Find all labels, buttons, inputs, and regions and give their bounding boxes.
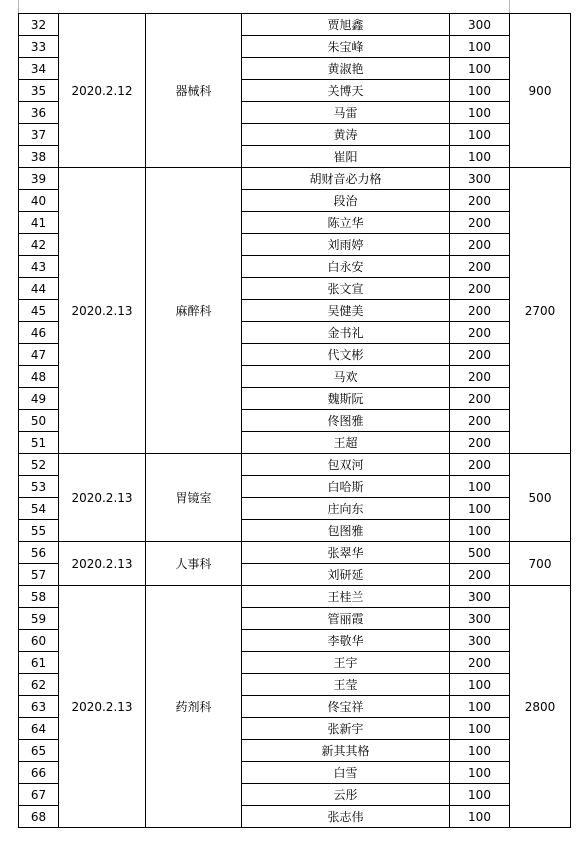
row-number: 50	[19, 410, 59, 432]
donor-name: 魏斯阮	[242, 388, 450, 410]
donation-amount: 200	[450, 432, 510, 454]
donation-amount: 300	[450, 608, 510, 630]
donor-name: 张新宇	[242, 718, 450, 740]
row-number: 37	[19, 124, 59, 146]
donor-name: 李敬华	[242, 630, 450, 652]
department-total: 900	[510, 14, 571, 168]
department-total: 2700	[510, 168, 571, 454]
donor-name: 佟宝祥	[242, 696, 450, 718]
donation-amount: 300	[450, 168, 510, 190]
table-row	[19, 586, 571, 608]
row-number: 51	[19, 432, 59, 454]
table-row	[19, 454, 571, 476]
row-number: 48	[19, 366, 59, 388]
donor-name: 贾旭鑫	[242, 14, 450, 36]
donor-name: 刘雨婷	[242, 234, 450, 256]
donation-amount: 200	[450, 366, 510, 388]
donor-name: 张翠华	[242, 542, 450, 564]
donor-name: 白哈斯	[242, 476, 450, 498]
date-cell: 2020.2.13	[59, 542, 146, 586]
donor-name: 包双河	[242, 454, 450, 476]
donor-name: 王桂兰	[242, 586, 450, 608]
donation-amount: 200	[450, 388, 510, 410]
page-guide-right	[509, 0, 510, 14]
department-cell: 药剂科	[146, 586, 242, 828]
department-cell: 人事科	[146, 542, 242, 586]
donation-amount: 100	[450, 740, 510, 762]
donation-amount: 200	[450, 256, 510, 278]
row-number: 49	[19, 388, 59, 410]
row-number: 60	[19, 630, 59, 652]
table-row	[19, 168, 571, 190]
donation-amount: 200	[450, 564, 510, 586]
donor-name: 马欢	[242, 366, 450, 388]
donation-amount: 200	[450, 190, 510, 212]
donation-amount: 300	[450, 586, 510, 608]
department-cell: 器械科	[146, 14, 242, 168]
date-cell: 2020.2.13	[59, 454, 146, 542]
donor-name: 王宇	[242, 652, 450, 674]
donor-name: 段治	[242, 190, 450, 212]
row-number: 35	[19, 80, 59, 102]
row-number: 38	[19, 146, 59, 168]
donation-amount: 100	[450, 806, 510, 828]
donor-name: 白永安	[242, 256, 450, 278]
row-number: 46	[19, 322, 59, 344]
row-number: 55	[19, 520, 59, 542]
row-number: 47	[19, 344, 59, 366]
department-cell: 麻醉科	[146, 168, 242, 454]
donation-amount: 200	[450, 212, 510, 234]
row-number: 42	[19, 234, 59, 256]
donor-name: 黄淑艳	[242, 58, 450, 80]
donation-amount: 100	[450, 674, 510, 696]
row-number: 44	[19, 278, 59, 300]
donor-name: 佟图雅	[242, 410, 450, 432]
donor-name: 崔阳	[242, 146, 450, 168]
donation-amount: 100	[450, 36, 510, 58]
donor-name: 吴健美	[242, 300, 450, 322]
donor-name: 关博天	[242, 80, 450, 102]
row-number: 43	[19, 256, 59, 278]
donation-amount: 100	[450, 476, 510, 498]
donor-name: 王超	[242, 432, 450, 454]
donation-amount: 100	[450, 498, 510, 520]
donor-name: 胡财音必力格	[242, 168, 450, 190]
row-number: 54	[19, 498, 59, 520]
donor-name: 陈立华	[242, 212, 450, 234]
donation-amount: 500	[450, 542, 510, 564]
row-number: 63	[19, 696, 59, 718]
department-total: 2800	[510, 586, 571, 828]
row-number: 68	[19, 806, 59, 828]
date-cell: 2020.2.13	[59, 168, 146, 454]
row-number: 41	[19, 212, 59, 234]
donation-amount: 200	[450, 344, 510, 366]
donor-name: 马雷	[242, 102, 450, 124]
donor-name: 刘研延	[242, 564, 450, 586]
donor-name: 包图雅	[242, 520, 450, 542]
row-number: 34	[19, 58, 59, 80]
donor-name: 张文宣	[242, 278, 450, 300]
donation-amount: 100	[450, 146, 510, 168]
donation-amount: 200	[450, 454, 510, 476]
table-row	[19, 542, 571, 564]
row-number: 32	[19, 14, 59, 36]
row-number: 33	[19, 36, 59, 58]
donation-amount: 100	[450, 718, 510, 740]
donation-amount: 100	[450, 696, 510, 718]
row-number: 45	[19, 300, 59, 322]
donor-name: 庄向东	[242, 498, 450, 520]
donation-amount: 100	[450, 102, 510, 124]
donation-amount: 300	[450, 630, 510, 652]
row-number: 52	[19, 454, 59, 476]
row-number: 59	[19, 608, 59, 630]
donation-amount: 200	[450, 300, 510, 322]
department-total: 700	[510, 542, 571, 586]
donor-name: 云彤	[242, 784, 450, 806]
page-guide-left	[18, 0, 19, 14]
row-number: 36	[19, 102, 59, 124]
donation-amount: 300	[450, 14, 510, 36]
row-number: 66	[19, 762, 59, 784]
donor-name: 白雪	[242, 762, 450, 784]
donor-name: 朱宝峰	[242, 36, 450, 58]
donation-amount: 100	[450, 520, 510, 542]
row-number: 62	[19, 674, 59, 696]
donation-amount: 200	[450, 322, 510, 344]
row-number: 61	[19, 652, 59, 674]
donor-name: 代文彬	[242, 344, 450, 366]
donation-amount: 200	[450, 652, 510, 674]
table-row	[19, 14, 571, 36]
date-cell: 2020.2.13	[59, 586, 146, 828]
donation-table-body	[19, 14, 571, 828]
donor-name: 张志伟	[242, 806, 450, 828]
row-number: 53	[19, 476, 59, 498]
donation-amount: 100	[450, 784, 510, 806]
department-total: 500	[510, 454, 571, 542]
row-number: 56	[19, 542, 59, 564]
row-number: 64	[19, 718, 59, 740]
date-cell: 2020.2.12	[59, 14, 146, 168]
row-number: 40	[19, 190, 59, 212]
donation-amount: 100	[450, 762, 510, 784]
row-number: 39	[19, 168, 59, 190]
donation-amount: 100	[450, 80, 510, 102]
donation-amount: 200	[450, 234, 510, 256]
donor-name: 管丽霞	[242, 608, 450, 630]
donation-amount: 100	[450, 58, 510, 80]
department-cell: 胃镜室	[146, 454, 242, 542]
row-number: 57	[19, 564, 59, 586]
row-number: 65	[19, 740, 59, 762]
donation-amount: 200	[450, 410, 510, 432]
donation-amount: 100	[450, 124, 510, 146]
donor-name: 王莹	[242, 674, 450, 696]
donor-name: 新其其格	[242, 740, 450, 762]
donation-amount: 200	[450, 278, 510, 300]
row-number: 58	[19, 586, 59, 608]
row-number: 67	[19, 784, 59, 806]
donation-table	[18, 13, 571, 828]
donor-name: 金书礼	[242, 322, 450, 344]
donor-name: 黄涛	[242, 124, 450, 146]
